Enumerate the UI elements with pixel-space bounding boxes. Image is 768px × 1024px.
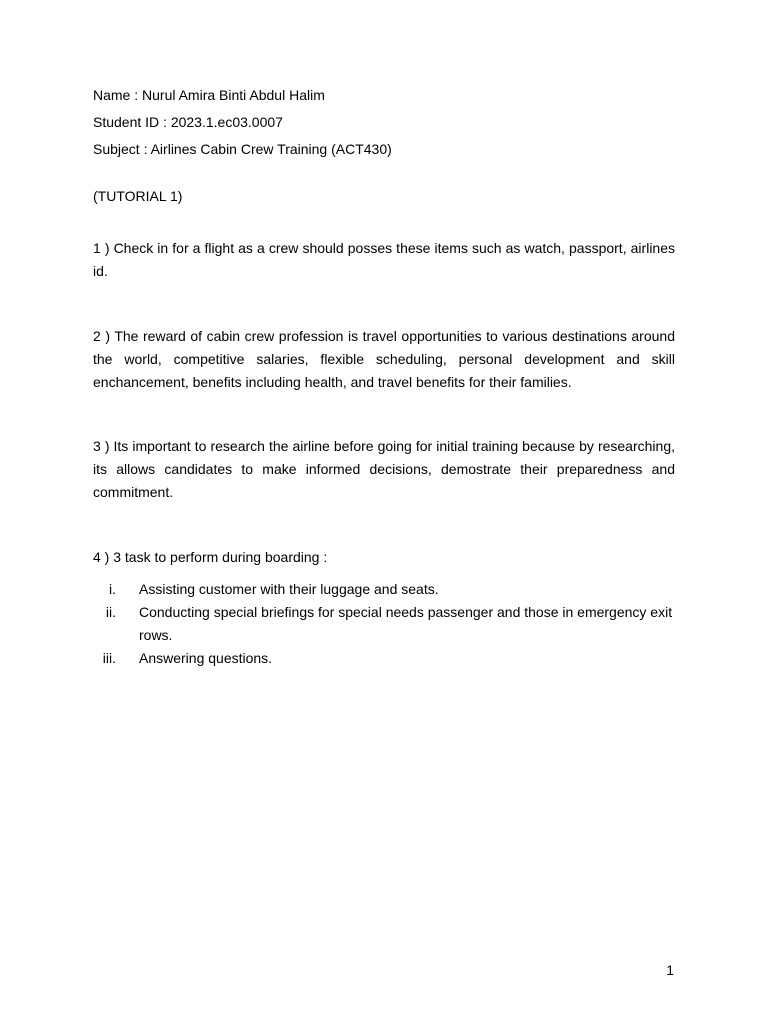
list-item — [93, 647, 675, 670]
answer-2: 2 ) The reward of cabin crew profession is travel opportunities to various destinations around the world, competitive salaries, flexible scheduling, personal development and skill enchancement, benefits including health, and travel benefits for their families. — [93, 328, 675, 390]
list-item-text: Conducting special briefings for special needs passenger and those in emergency exit rows. — [139, 604, 673, 643]
boarding-task-list — [93, 578, 675, 670]
student-name: Name : Nurul Amira Binti Abdul Halim — [93, 87, 325, 103]
list-item — [93, 601, 675, 647]
list-item-number: iii. — [102, 650, 116, 666]
list-item — [93, 578, 675, 601]
list-item-text: Answering questions. — [139, 650, 273, 666]
answer-3: 3 ) Its important to research the airline before going for initial training because by researching, its allows candidates to make informed decisions, demostrate their preparedness and commitment. — [93, 438, 675, 500]
list-item-text: Assisting customer with their luggage and seats. — [139, 581, 439, 597]
page-number: 1 — [666, 962, 674, 978]
document-body — [93, 84, 675, 684]
answer-4-intro: 4 ) 3 task to perform during boarding : — [93, 549, 328, 565]
list-item-number: i. — [109, 581, 116, 597]
student-id: Student ID : 2023.1.ec03.0007 — [93, 114, 283, 130]
answer-1: 1 ) Check in for a flight as a crew should posses these items such as watch, passport, airlines id. — [93, 240, 675, 279]
subject-line: Subject : Airlines Cabin Crew Training (ACT430) — [93, 141, 392, 157]
list-item-number: ii. — [105, 604, 116, 620]
tutorial-title: (TUTORIAL 1) — [93, 188, 183, 204]
